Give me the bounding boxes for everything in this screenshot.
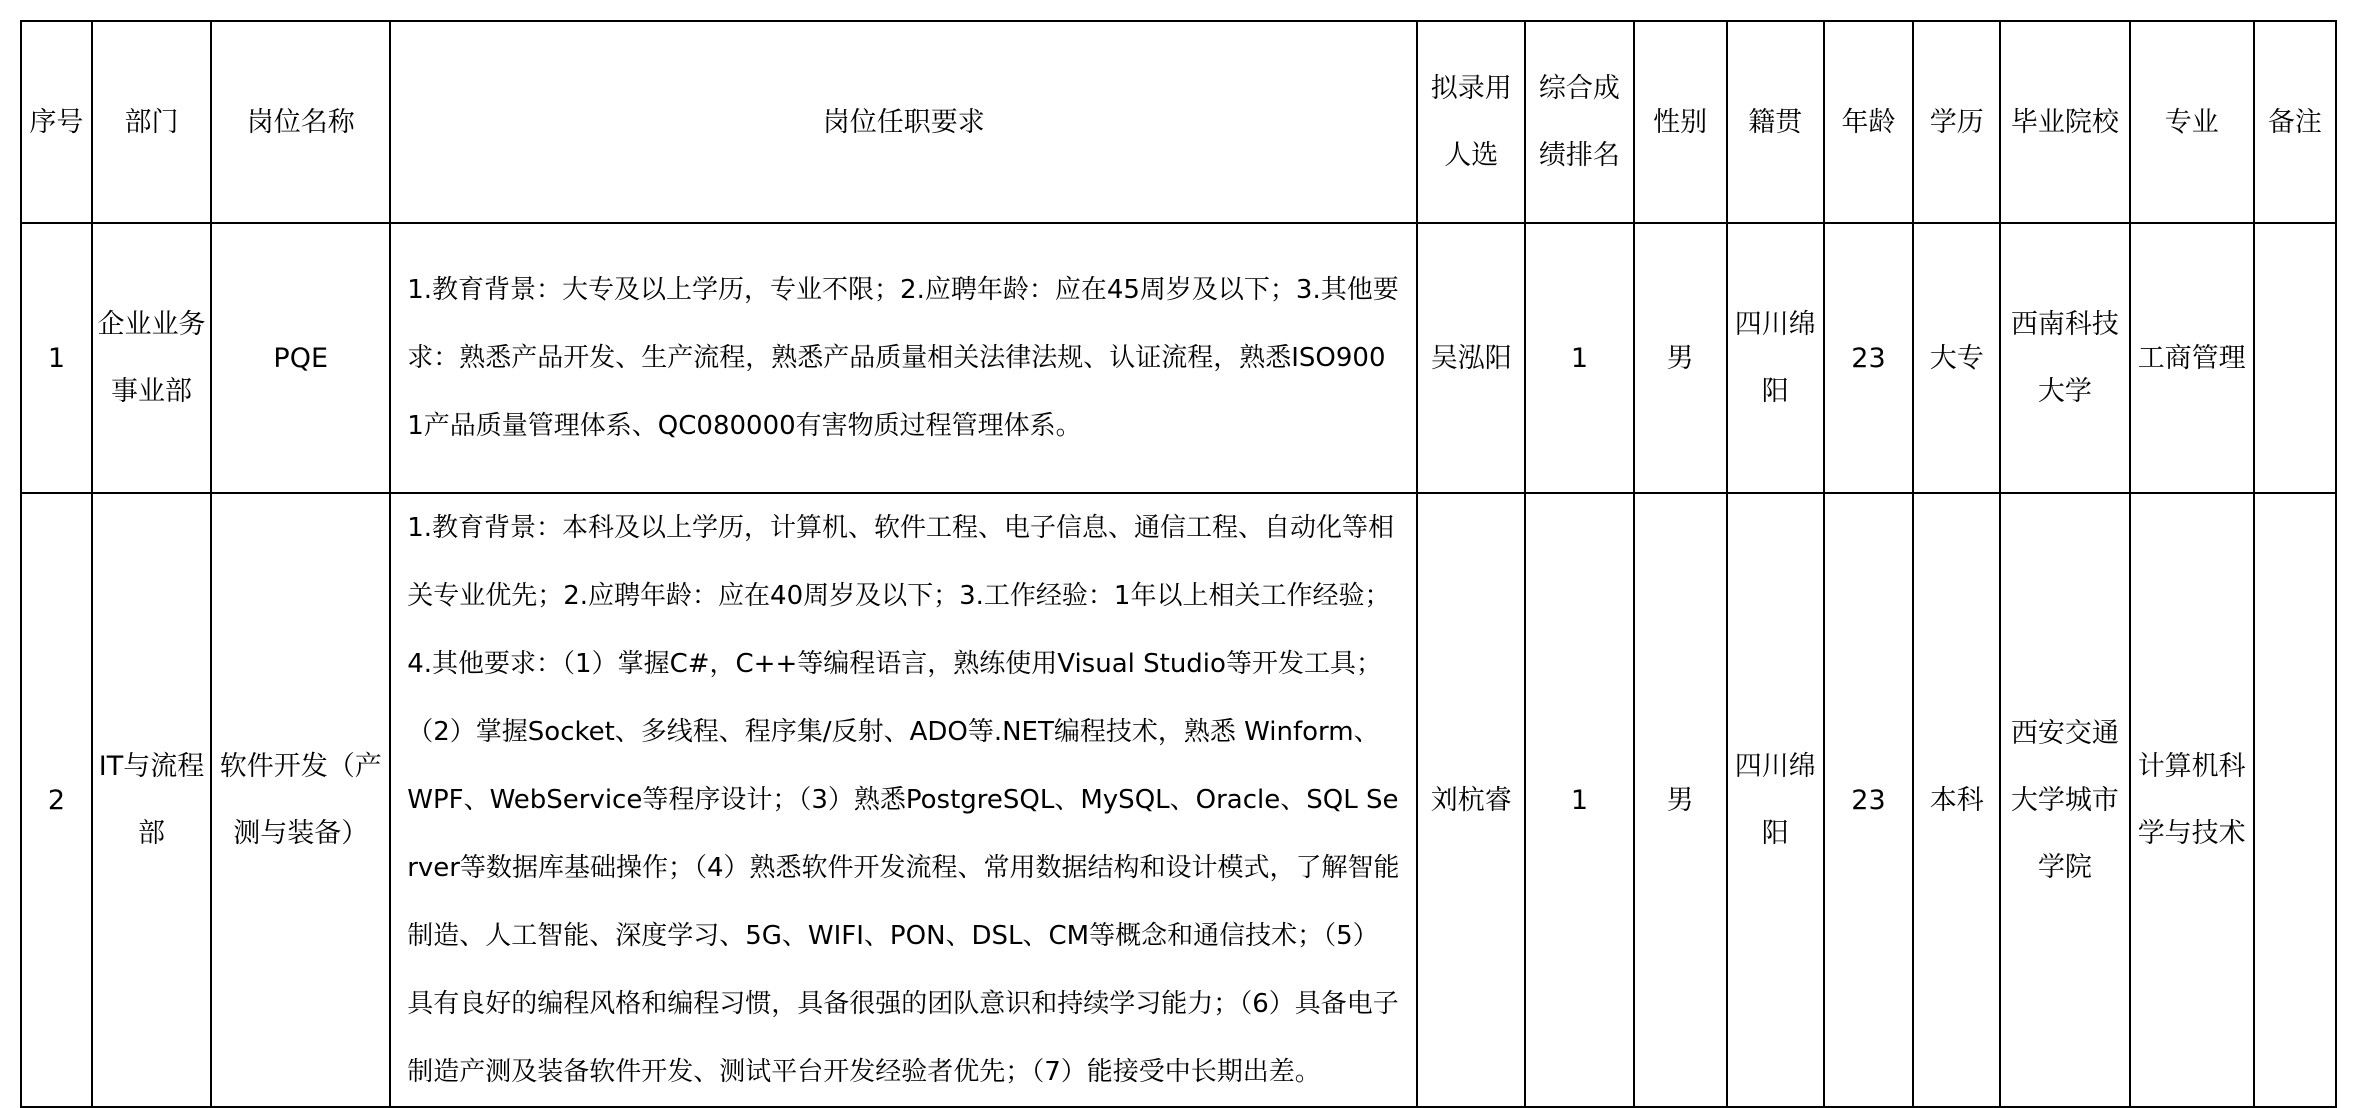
cell-hometown: 四川绵阳 <box>1727 223 1824 493</box>
cell-remarks <box>2254 493 2336 1107</box>
cell-gender: 男 <box>1634 493 1727 1107</box>
cell-rank: 1 <box>1525 223 1633 493</box>
cell-hometown: 四川绵阳 <box>1727 493 1824 1107</box>
cell-seq: 1 <box>21 223 92 493</box>
header-school: 毕业院校 <box>2000 21 2129 223</box>
table-row <box>21 223 2336 493</box>
cell-rank: 1 <box>1525 493 1633 1107</box>
header-row <box>21 21 2336 223</box>
cell-school: 西南科技大学 <box>2000 223 2129 493</box>
cell-department: IT与流程部 <box>92 493 211 1107</box>
header-requirements: 岗位任职要求 <box>390 21 1417 223</box>
header-seq: 序号 <box>21 21 92 223</box>
cell-candidate: 刘杭睿 <box>1417 493 1525 1107</box>
cell-gender: 男 <box>1634 223 1727 493</box>
header-rank: 综合成绩排名 <box>1525 21 1633 223</box>
cell-age: 23 <box>1824 493 1914 1107</box>
header-gender: 性别 <box>1634 21 1727 223</box>
cell-requirements: 1.教育背景：本科及以上学历，计算机、软件工程、电子信息、通信工程、自动化等相关专业优先；2.应聘年龄：应在40周岁及以下；3.工作经验：1年以上相关工作经验；4.其他要求：（1）掌握C#，C++等编程语言，熟练使用Visual Studio等开发工具；（2）掌握Socket、多线程、程序集/反射、ADO等.NET编程技术，熟悉 Winform、WPF、WebService等程序设计；（3）熟悉PostgreSQL、MySQL、Oracle、SQL Server等数据库基础操作；（4）熟悉软件开发流程、常用数据结构和设计模式，了解智能制造、人工智能、深度学习、5G、WIFI、PON、DSL、CM等概念和通信技术；（5）具有良好的编程风格和编程习惯，具备很强的团队意识和持续学习能力；（6）具备电子制造产测及装备软件开发、测试平台开发经验者优先；（7）能接受中长期出差。 <box>390 493 1417 1107</box>
header-position: 岗位名称 <box>211 21 390 223</box>
cell-position: PQE <box>211 223 390 493</box>
header-major: 专业 <box>2130 21 2254 223</box>
cell-age: 23 <box>1824 223 1914 493</box>
header-age: 年龄 <box>1824 21 1914 223</box>
cell-education: 大专 <box>1913 223 2000 493</box>
table-row <box>21 493 2336 1107</box>
cell-education: 本科 <box>1913 493 2000 1107</box>
header-education: 学历 <box>1913 21 2000 223</box>
cell-requirements: 1.教育背景：大专及以上学历，专业不限；2.应聘年龄：应在45周岁及以下；3.其他要求：熟悉产品开发、生产流程，熟悉产品质量相关法律法规、认证流程，熟悉ISO9001产品质量管理体系、QC080000有害物质过程管理体系。 <box>390 223 1417 493</box>
header-department: 部门 <box>92 21 211 223</box>
recruitment-table <box>20 20 2337 1108</box>
cell-major: 工商管理 <box>2130 223 2254 493</box>
header-hometown: 籍贯 <box>1727 21 1824 223</box>
cell-department: 企业业务事业部 <box>92 223 211 493</box>
header-candidate: 拟录用人选 <box>1417 21 1525 223</box>
cell-candidate: 吴泓阳 <box>1417 223 1525 493</box>
cell-major: 计算机科学与技术 <box>2130 493 2254 1107</box>
cell-seq: 2 <box>21 493 92 1107</box>
cell-position: 软件开发（产测与装备） <box>211 493 390 1107</box>
cell-school: 西安交通大学城市学院 <box>2000 493 2129 1107</box>
cell-remarks <box>2254 223 2336 493</box>
header-remarks: 备注 <box>2254 21 2336 223</box>
